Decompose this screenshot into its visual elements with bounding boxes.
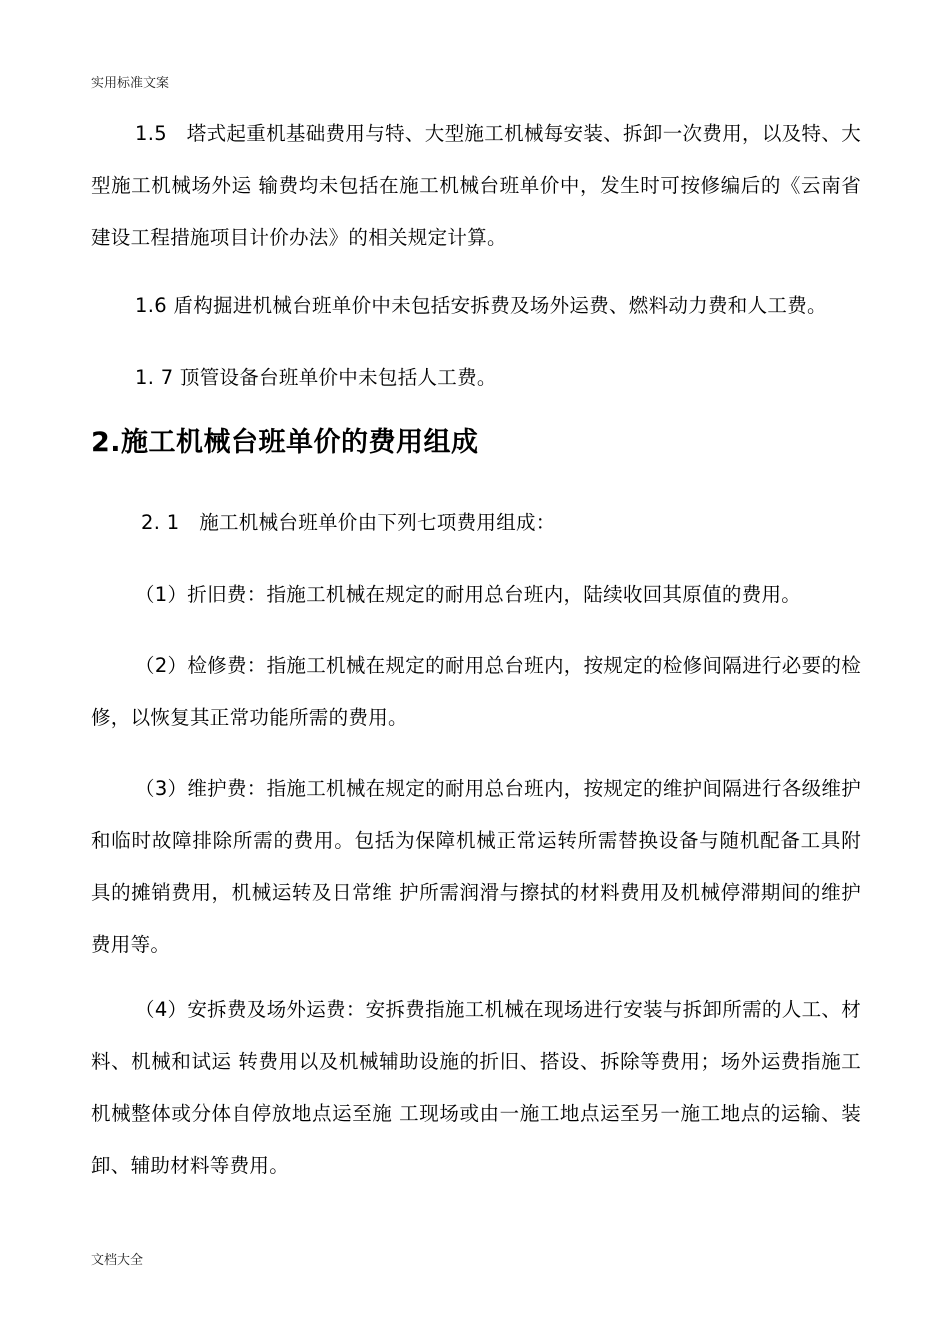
paragraph-1-6: 1.6 盾构掘进机械台班单价中未包括安拆费及场外运费、燃料动力费和人工费。 <box>135 294 827 317</box>
page-header: 实用标准文案 <box>91 76 170 91</box>
paragraph-2-1: 2. 1 施工机械台班单价由下列七项费用组成： <box>141 511 556 534</box>
section-title: 2.施工机械台班单价的费用组成 <box>91 427 479 458</box>
paragraph-1-5: 1.5 塔式起重机基础费用与特、大型施工机械每安装、拆卸一次费用，以及特、大型施工机械场外运 输费均未包括在施工机械台班单价中，发生时可按修编后的《云南省建设工程措施项目计价办法》的相关规定计算。 <box>91 122 861 249</box>
page-footer: 文档大全 <box>91 1253 144 1268</box>
list-item-installation-transport: （4）安拆费及场外运费：安拆费指施工机械在现场进行安装与拆卸所需的人工、材料、机械和试运 转费用以及机械辅助设施的折旧、搭设、拆除等费用；场外运费指施工机械整体或分体自停放地点运至施 工现场或由一施工地点运至另一施工地点的运输、装卸、辅助材料等费用。 <box>91 998 861 1177</box>
list-item-depreciation: （1）折旧费：指施工机械在规定的耐用总台班内，陆续收回其原值的费用。 <box>135 583 802 606</box>
list-item-overhaul: （2）检修费：指施工机械在规定的耐用总台班内，按规定的检修间隔进行必要的检修，以恢复其正常功能所需的费用。 <box>91 654 861 729</box>
list-item-maintenance: （3）维护费：指施工机械在规定的耐用总台班内，按规定的维护间隔进行各级维护和临时故障排除所需的费用。包括为保障机械正常运转所需替换设备与随机配备工具附具的摊销费用，机械运转及日常维 护所需润滑与擦拭的材料费用及机械停滞期间的维护费用等。 <box>91 777 861 956</box>
paragraph-1-7: 1. 7 顶管设备台班单价中未包括人工费。 <box>135 366 497 389</box>
